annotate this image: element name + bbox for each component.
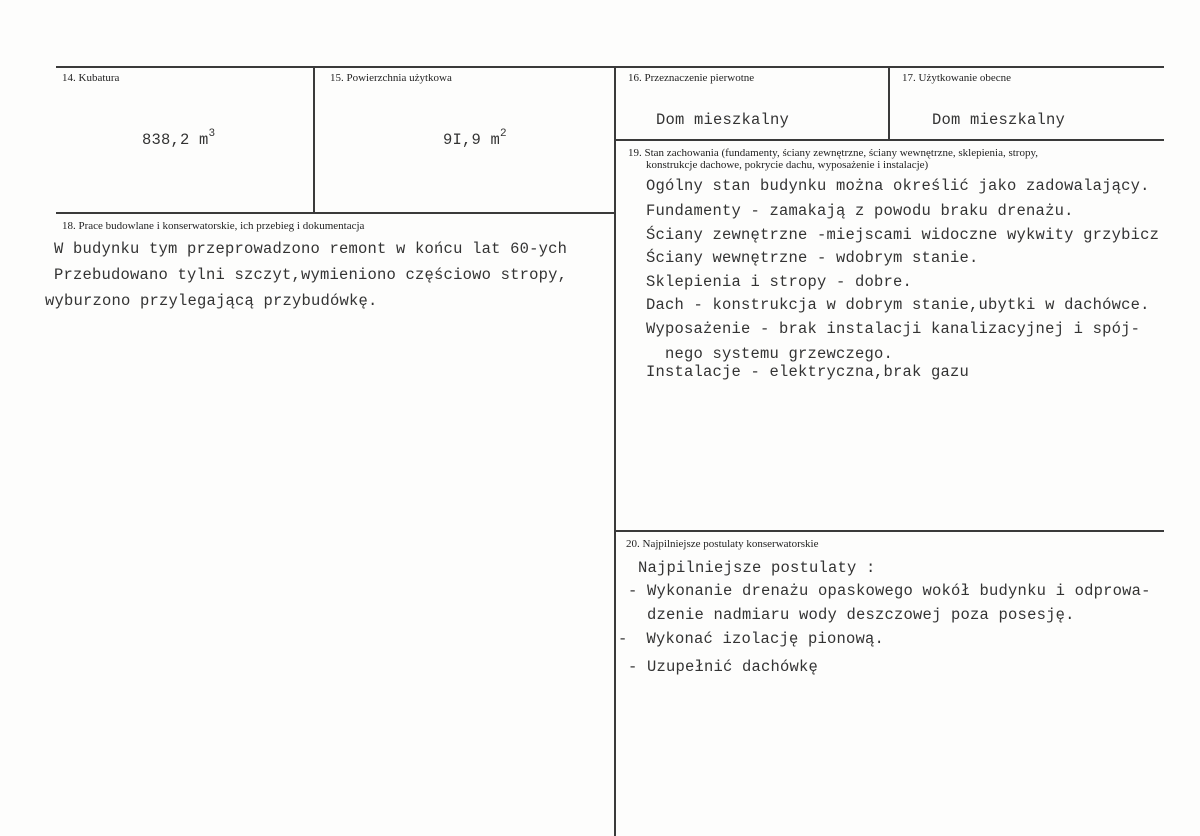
field-19-line: Fundamenty - zamakają z powodu braku drenażu. bbox=[646, 202, 1074, 220]
field-18-line: Przebudowano tylni szczyt,wymieniono częściowo stropy, bbox=[54, 266, 568, 284]
rule-above-20 bbox=[616, 530, 1164, 532]
field-19-label-cont: konstrukcje dachowe, pokrycie dachu, wyposażenie i instalacje) bbox=[646, 159, 929, 171]
rule-below-14-15 bbox=[56, 212, 616, 214]
field-19-line: Wyposażenie - brak instalacji kanalizacyjnej i spój- bbox=[646, 320, 1141, 338]
field-20-line: - Wykonać izolację pionową. bbox=[618, 630, 885, 648]
top-rule bbox=[56, 66, 1164, 68]
field-20-label: 20. Najpilniejsze postulaty konserwatorskie bbox=[626, 538, 819, 550]
field-17-value: Dom mieszkalny bbox=[932, 111, 1066, 129]
field-19-line: Ogólny stan budynku można określić jako zadowalający. bbox=[646, 177, 1150, 195]
field-20-line: - Uzupełnić dachówkę bbox=[628, 658, 819, 676]
field-20-line: - Wykonanie drenażu opaskowego wokół budynku i odprowa- bbox=[628, 582, 1151, 600]
field-18-line: wyburzono przylegającą przybudówkę. bbox=[45, 292, 378, 310]
field-19-label: 19. Stan zachowania (fundamenty, ściany zewnętrzne, ściany wewnętrzne, sklepienia, stropy, bbox=[628, 147, 1039, 159]
field-20-line: dzenie nadmiaru wody deszczowej poza posesję. bbox=[628, 606, 1075, 624]
divider-14-15 bbox=[313, 66, 315, 213]
area-exponent: 2 bbox=[500, 128, 507, 140]
field-19-line: Dach - konstrukcja w dobrym stanie,ubytki w dachówce. bbox=[646, 296, 1150, 314]
field-14-value bbox=[104, 112, 215, 167]
field-20-line: Najpilniejsze postulaty : bbox=[638, 559, 876, 577]
divider-main bbox=[614, 66, 616, 836]
divider-16-17 bbox=[888, 66, 890, 140]
kubatura-exponent: 3 bbox=[208, 128, 216, 140]
field-19-line: Ściany zewnętrzne -miejscami widoczne wykwity grzybicz bbox=[646, 226, 1160, 244]
field-15-label: 15. Powierzchnia użytkowa bbox=[330, 72, 452, 84]
field-18-line: W budynku tym przeprowadzono remont w końcu lat 60-ych bbox=[54, 240, 568, 258]
field-18-label: 18. Prace budowlane i konserwatorskie, ich przebieg i dokumentacja bbox=[62, 220, 365, 232]
field-16-value: Dom mieszkalny bbox=[656, 111, 790, 129]
field-19-line: Sklepienia i stropy - dobre. bbox=[646, 273, 913, 291]
field-19-line: Ściany wewnętrzne - wdobrym stanie. bbox=[646, 249, 979, 267]
field-17-label: 17. Użytkowanie obecne bbox=[902, 72, 1012, 84]
field-19-line: Instalacje - elektryczna,brak gazu bbox=[646, 363, 970, 381]
field-16-label: 16. Przeznaczenie pierwotne bbox=[628, 72, 755, 84]
kubatura-value: 838,2 m bbox=[142, 131, 209, 150]
field-14-label: 14. Kubatura bbox=[62, 72, 120, 84]
rule-below-16-17 bbox=[616, 139, 1164, 141]
area-value: 9I,9 m bbox=[443, 131, 501, 150]
field-15-value bbox=[405, 112, 507, 167]
field-19-line: nego systemu grzewczego. bbox=[646, 345, 894, 363]
